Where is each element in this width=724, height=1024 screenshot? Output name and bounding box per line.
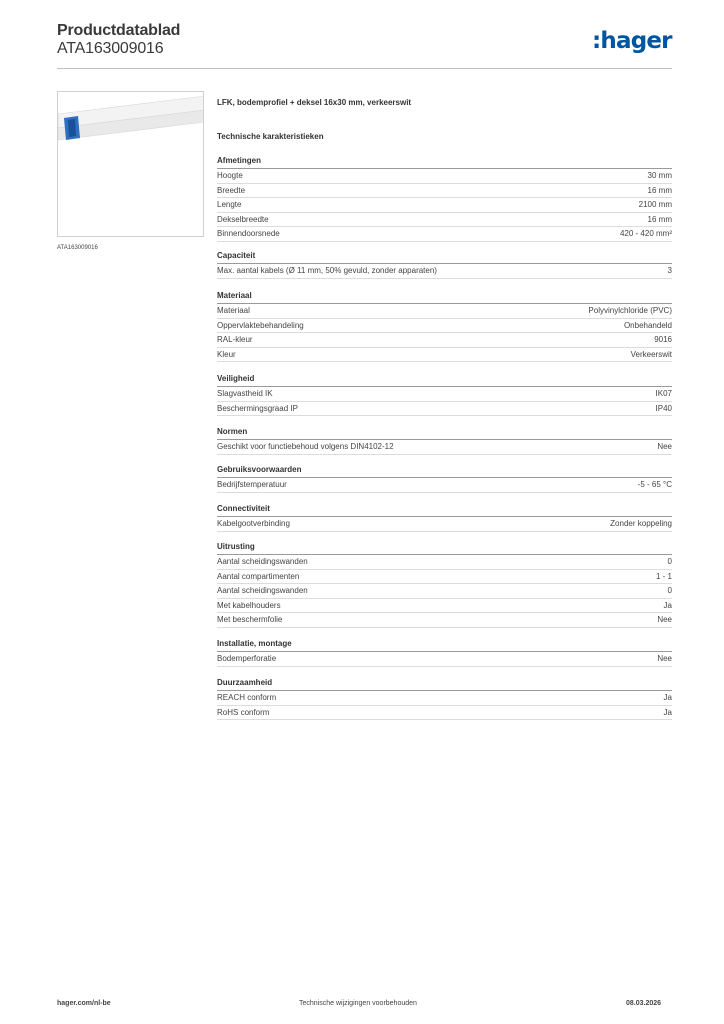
spec-label: Hoogte (217, 171, 243, 180)
spec-value: Ja (663, 707, 672, 717)
section-heading: Uitrusting (217, 541, 672, 555)
spec-row (217, 584, 672, 599)
spec-label: Geschikt voor functiebehoud volgens DIN4102-12 (217, 442, 394, 451)
section-heading: Installatie, montage (217, 638, 672, 652)
section-heading: Afmetingen (217, 155, 672, 169)
product-description: LFK, bodemprofiel + deksel 16x30 mm, verkeerswit (217, 98, 412, 107)
image-caption: ATA163009016 (57, 245, 98, 251)
spec-section (217, 290, 672, 362)
spec-label: Slagvastheid IK (217, 389, 273, 398)
spec-label: Met beschermfolie (217, 615, 283, 624)
spec-value: 1 - 1 (655, 571, 672, 581)
spec-value: Polyvinylchloride (PVC) (588, 306, 672, 315)
spec-row (217, 184, 672, 199)
spec-value: -5 - 65 °C (637, 480, 672, 489)
spec-value: 16 mm (647, 185, 672, 195)
hager-logo: :hager (592, 28, 672, 54)
tech-characteristics-title: Technische karakteristieken (217, 132, 324, 141)
spec-row (217, 227, 672, 242)
spec-row (217, 652, 672, 667)
spec-row (217, 555, 672, 570)
spec-row (217, 570, 672, 585)
footer-notice: Technische wijzigingen voorbehouden (299, 1000, 417, 1007)
spec-row (217, 478, 672, 493)
spec-section (217, 250, 672, 279)
header-divider (57, 68, 672, 69)
spec-value: 0 (667, 557, 672, 566)
section-heading: Duurzaamheid (217, 677, 672, 691)
spec-label: Max. aantal kabels (Ø 11 mm, 50% gevuld, zonder apparaten) (217, 266, 437, 275)
spec-row (217, 387, 672, 402)
product-code: ATA163009016 (57, 40, 164, 57)
spec-label: Bedrijfstemperatuur (217, 480, 287, 489)
spec-label: Met kabelhouders (217, 600, 281, 610)
cable-trunking-illustration (58, 92, 204, 237)
spec-value: 9016 (654, 335, 672, 344)
spec-label: RAL-kleur (217, 335, 253, 344)
spec-label: Kleur (217, 349, 236, 359)
spec-value: Nee (657, 442, 672, 451)
spec-row (217, 264, 672, 279)
spec-label: Dekselbreedte (217, 214, 269, 224)
spec-value: 2100 mm (638, 200, 672, 209)
spec-section (217, 464, 672, 493)
spec-row (217, 304, 672, 319)
spec-value: 0 (667, 586, 672, 595)
spec-label: Kabelgootverbinding (217, 519, 290, 528)
section-heading: Materiaal (217, 290, 672, 304)
spec-section (217, 638, 672, 667)
spec-value: 16 mm (647, 214, 672, 224)
spec-section (217, 541, 672, 628)
spec-label: Beschermingsgraad IP (217, 403, 298, 413)
spec-section (217, 155, 672, 242)
spec-row (217, 706, 672, 721)
spec-label: Breedte (217, 185, 246, 195)
spec-value: IP40 (655, 403, 672, 413)
spec-label: RoHS conform (217, 707, 270, 717)
spec-label: Lengte (217, 200, 242, 209)
spec-row (217, 198, 672, 213)
spec-label: Materiaal (217, 306, 250, 315)
footer-website: hager.com/nl-be (57, 1000, 111, 1007)
spec-value: 30 mm (647, 171, 672, 180)
spec-row (217, 691, 672, 706)
section-heading: Gebruiksvoorwaarden (217, 464, 672, 478)
spec-value: Nee (657, 654, 672, 663)
spec-value: 3 (667, 266, 672, 275)
spec-label: Aantal compartimenten (217, 571, 300, 581)
section-heading: Veiligheid (217, 373, 672, 387)
section-heading: Normen (217, 426, 672, 440)
spec-section (217, 503, 672, 532)
spec-value: 420 - 420 mm² (619, 229, 672, 238)
spec-value: Ja (663, 600, 672, 610)
spec-value: Nee (657, 615, 672, 624)
spec-row (217, 169, 672, 184)
product-image (57, 91, 204, 237)
spec-section (217, 426, 672, 455)
spec-row (217, 333, 672, 348)
spec-label: Binnendoorsnede (217, 229, 280, 238)
footer-date: 08.03.2026 (626, 1000, 662, 1007)
spec-row (217, 440, 672, 455)
spec-row (217, 613, 672, 628)
page-title: Productdatablad (57, 22, 181, 39)
spec-row (217, 348, 672, 363)
spec-value: Ja (663, 693, 672, 702)
spec-section (217, 677, 672, 720)
spec-row (217, 319, 672, 334)
spec-value: IK07 (655, 389, 672, 398)
spec-label: Aantal scheidingswanden (217, 586, 308, 595)
spec-row (217, 402, 672, 417)
section-heading: Capaciteit (217, 250, 672, 264)
spec-row (217, 599, 672, 614)
spec-value: Verkeerswit (630, 349, 672, 359)
spec-section (217, 373, 672, 416)
spec-value: Onbehandeld (623, 320, 672, 330)
spec-label: Aantal scheidingswanden (217, 557, 308, 566)
spec-value: Zonder koppeling (610, 519, 672, 528)
spec-label: Bodemperforatie (217, 654, 277, 663)
spec-label: Oppervlaktebehandeling (217, 320, 304, 330)
section-heading: Connectiviteit (217, 503, 672, 517)
spec-row (217, 213, 672, 228)
spec-row (217, 517, 672, 532)
spec-label: REACH conform (217, 693, 277, 702)
